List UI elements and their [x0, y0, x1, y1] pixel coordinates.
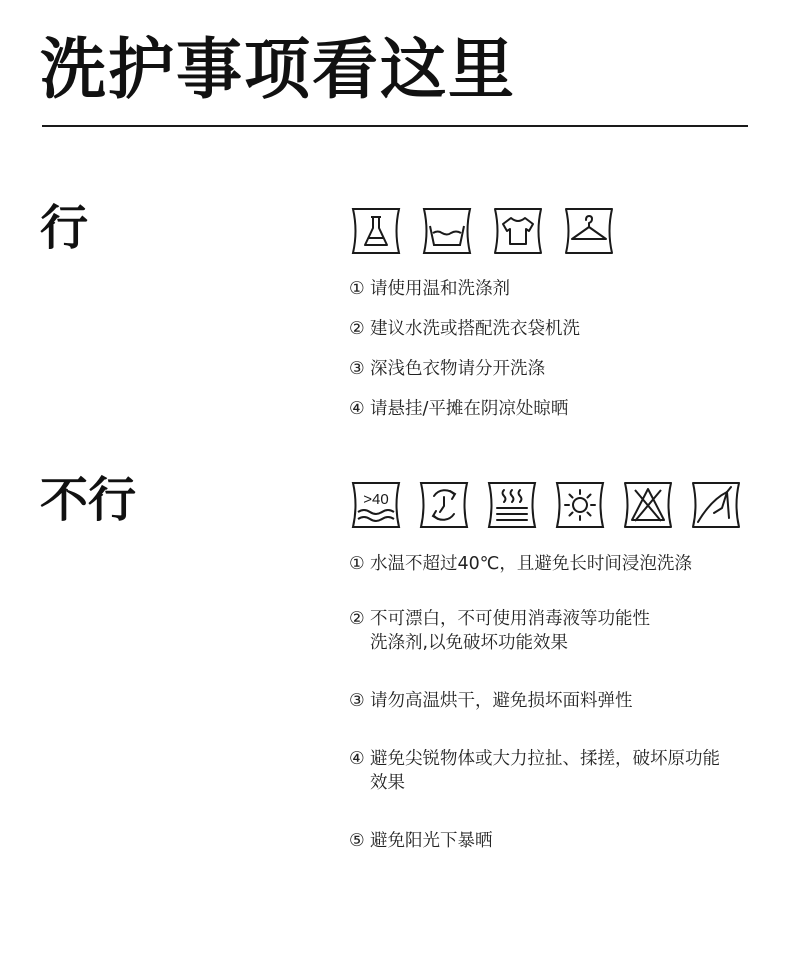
item-text: 请勿高温烘干，避免损坏面料弹性: [370, 691, 633, 711]
list-item: [349, 317, 580, 341]
list-item: [349, 829, 720, 853]
item-text: 不可漂白，不可使用消毒液等功能性 洗涤剂,以免破坏功能效果: [370, 609, 650, 653]
tshirt-icon: [491, 206, 545, 256]
donts-section-label: 不行: [40, 472, 137, 528]
item-text: 避免尖锐物体或大力拉扯、揉搓，破坏原功能 效果: [370, 749, 720, 793]
list-item: [349, 397, 580, 421]
dos-list: [349, 277, 580, 421]
donts-list: [349, 552, 720, 853]
donts-icon-row: [349, 480, 757, 530]
list-item: [349, 747, 720, 795]
item-text: 水温不超过40℃，且避免长时间浸泡洗涤: [370, 554, 692, 574]
item-text: 避免阳光下暴晒: [370, 831, 493, 851]
no-tumble-icon: [417, 480, 471, 530]
page-title: 洗护事项看这里: [40, 31, 516, 108]
list-item: [349, 277, 580, 301]
item-number: ④: [349, 399, 365, 419]
hanger-icon: [562, 206, 616, 256]
item-text: 请使用温和洗涤剂: [370, 279, 510, 299]
list-item: [349, 689, 720, 713]
item-number: ⑤: [349, 831, 365, 851]
dos-section-label: 行: [40, 200, 89, 256]
item-text: 请悬挂/平摊在阴凉处晾晒: [370, 399, 569, 419]
item-number: ①: [349, 554, 365, 574]
item-number: ③: [349, 359, 365, 379]
item-text: 深浅色衣物请分开洗涤: [370, 359, 545, 379]
list-item: [349, 552, 720, 576]
temp-label: >40: [363, 491, 389, 508]
no-bleach-icon: [621, 480, 675, 530]
item-number: ④: [349, 749, 365, 769]
item-number: ③: [349, 691, 365, 711]
list-item: [349, 607, 720, 655]
no-sharp-icon: [689, 480, 743, 530]
bleach-icon: [349, 206, 403, 256]
title-divider: [42, 125, 748, 127]
item-number: ①: [349, 279, 365, 299]
hand-wash-icon: [420, 206, 474, 256]
wash-temp-40-icon: [349, 480, 403, 530]
dos-icon-row: [349, 206, 633, 256]
item-number: ②: [349, 319, 365, 339]
no-sun-icon: [553, 480, 607, 530]
item-text: 建议水洗或搭配洗衣袋机洗: [370, 319, 580, 339]
list-item: [349, 357, 580, 381]
no-iron-icon: [485, 480, 539, 530]
item-number: ②: [349, 609, 365, 629]
